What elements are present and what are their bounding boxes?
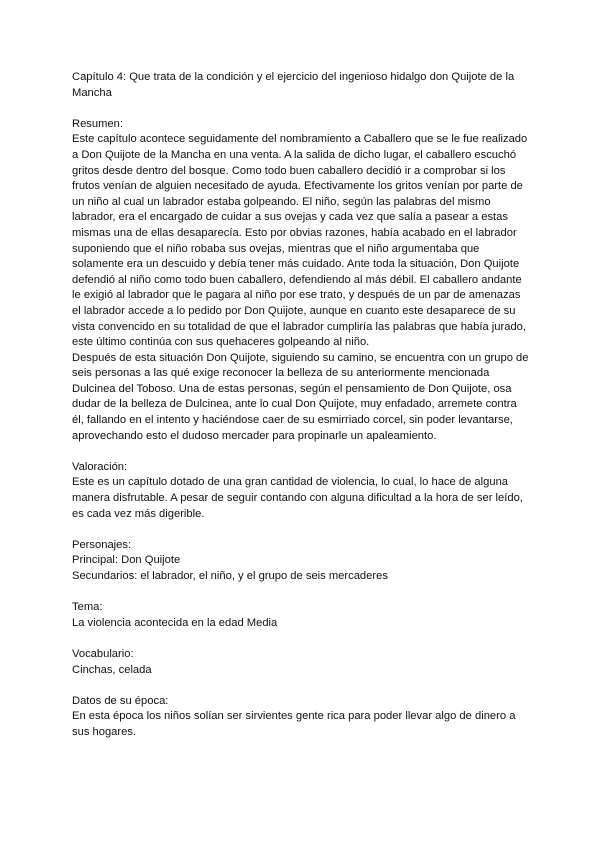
vocabulario-text: Cinchas, celada xyxy=(72,663,152,676)
document-page xyxy=(72,70,530,741)
section-valoracion xyxy=(72,460,530,522)
datos-epoca-text: En esta época los niños solían ser sirvientes gente rica para poder llevar algo de dinero a sus hogares. xyxy=(72,710,516,738)
resumen-paragraph-2: Después de esta situación Don Quijote, siguiendo su camino, se encuentra con un grupo de seis personas a las qué exige reconocer la belleza de su anteriormente mencionada Dulcinea del Toboso. Una de estas personas, según el pensamiento de Don Quijote, osa dudar de la belleza de Dulcinea, ante lo cual Don Quijote, muy enfadado, arremete contra él, fallando en el intento y haciéndose caer de su esmirriado corcel, sin poder levantarse, aprovechando esto el dudoso mercader para propinarle un apaleamiento. xyxy=(72,351,529,442)
spacer xyxy=(72,631,530,647)
section-personajes xyxy=(72,538,530,585)
section-tema xyxy=(72,600,530,631)
section-heading-datos-epoca: Datos de su época: xyxy=(72,694,169,707)
section-heading-vocabulario: Vocabulario: xyxy=(72,647,134,660)
section-heading-tema: Tema: xyxy=(72,601,103,614)
tema-text: La violencia acontecida en la edad Media xyxy=(72,616,278,629)
spacer xyxy=(72,444,530,460)
valoracion-text: Este es un capítulo dotado de una gran cantidad de violencia, lo cual, lo hace de alguna manera disfrutable. A pesar de seguir contando con alguna dificultad a la hora de ser leído, es cada vez más digerible. xyxy=(72,476,523,520)
section-heading-valoracion: Valoración: xyxy=(72,460,128,473)
spacer xyxy=(72,678,530,694)
personajes-secundarios: Secundarios: el labrador, el niño, y el grupo de seis mercaderes xyxy=(72,570,388,582)
section-vocabulario xyxy=(72,647,530,678)
spacer xyxy=(72,101,530,117)
section-heading-resumen: Resumen: xyxy=(72,117,123,130)
spacer xyxy=(72,522,530,538)
resumen-paragraph-1: Este capítulo acontece seguidamente del nombramiento a Caballero que se le fue realizado a Don Quijote de la Mancha en una venta. A la salida de dicho lugar, el caballero escuchó gritos desde dentro del bosque. Como todo buen caballero decidió ir a comprobar si los frutos venían de alguien necesitado de ayuda. Efectivamente los gritos venían por parte de un niño al cual un labrador estaba golpeando. El niño, según las palabras del mismo labrador, era el encargado de cuidar a sus ovejas y cada vez que salía a pasear a estas mismas una de ellas desaparecía. Esto por obvias razones, había acabado en el labrador suponiendo que el niño robaba sus ovejas, mientras que el niño argumentaba que solamente era un descuido y debía tener más cuidado. Ante toda la situación, Don Quijote defendió al niño como todo buen caballero, defendiendo al más débil. El caballero andante le exigió al labrador que le pagara al niño por ese trato, y después de un par de amenazas el labrador accede a lo pedido por Don Quijote, aunque en cuanto este desaparece de su vista convencido en su totalidad de que el labrador cumpliría las palabras que había jurado, este último continúa con sus quehaceres golpeando al niño. xyxy=(72,133,528,349)
section-datos-epoca xyxy=(72,694,530,741)
section-heading-personajes: Personajes: xyxy=(72,538,132,551)
personajes-principal: Principal: Don Quijote xyxy=(72,554,181,567)
document-title: Capítulo 4: Que trata de la condición y el ejercicio del ingenioso hidalgo don Quijote de la Mancha xyxy=(72,71,515,99)
section-resumen xyxy=(72,117,530,444)
spacer xyxy=(72,585,530,601)
